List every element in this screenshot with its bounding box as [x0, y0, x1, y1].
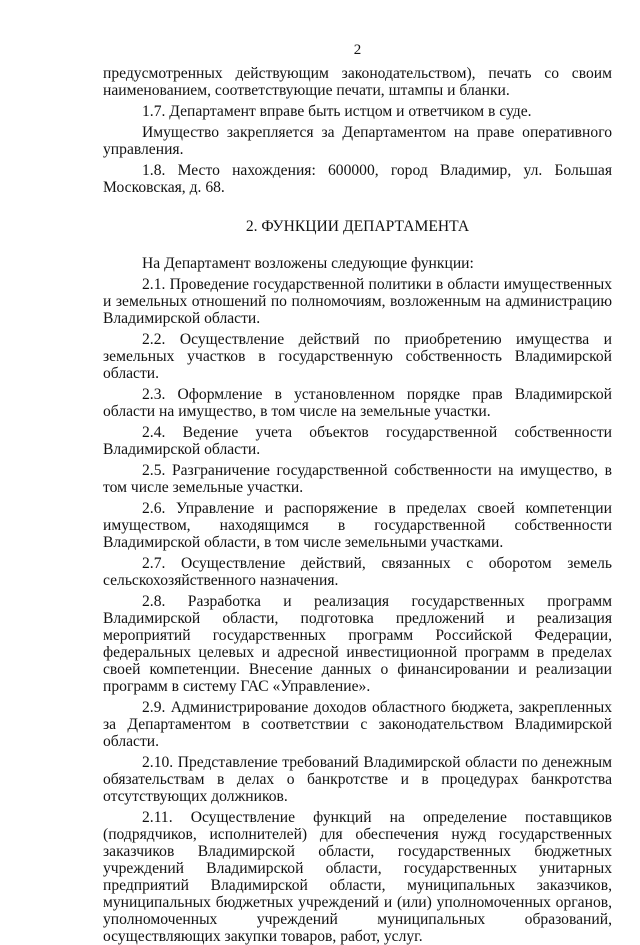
function-item: 2.7. Осуществление действий, связанных с оборотом земель сельскохозяйственного назначения. [103, 555, 612, 589]
function-item: 2.6. Управление и распоряжение в пределах своей компетенции имуществом, находящимся в государственной собственности Владимирской области, в том числе земельными участками. [103, 500, 612, 551]
page-number: 2 [353, 42, 362, 58]
paragraph-1-7: 1.7. Департамент вправе быть истцом и ответчиком в суде. [142, 103, 532, 120]
functions-lead: На Департамент возложены следующие функции: [142, 255, 474, 272]
function-item: 2.8. Разработка и реализация государственных программ Владимирской области, подготовка предложений и реализация мероприятий государственных программ Российской Федерации, федеральных целевых и адресной инвестиционной программ в пределах своей компетенции. Внесение данных о финансировании и реализации программ в систему ГАС «Управление». [103, 593, 612, 695]
functions-list [103, 255, 612, 945]
intro-block [103, 65, 612, 196]
paragraph-continuation: предусмотренных действующим законодательством), печать со своим наименованием, соответствующие печати, штампы и бланки. [103, 65, 612, 99]
paragraph-1-8: 1.8. Место нахождения: 600000, город Владимир, ул. Большая Московская, д. 68. [103, 162, 612, 196]
function-item: 2.5. Разграничение государственной собственности на имущество, в том числе земельные участки. [103, 462, 612, 496]
function-item: 2.1. Проведение государственной политики в области имущественных и земельных отношений по полномочиям, возложенным на администрацию Владимирской области. [103, 276, 612, 327]
function-item: 2.4. Ведение учета объектов государственной собственности Владимирской области. [103, 424, 612, 458]
function-item: 2.11. Осуществление функций на определение поставщиков (подрядчиков, исполнителей) для обеспечения нужд государственных заказчиков Владимирской области, государственных бюджетных учреждений Владимирской области, государственных унитарных предприятий Владимирской области, муниципальных заказчиков, муниципальных бюджетных учреждений и (или) уполномоченных органов, уполномоченных учреждений муниципальных образований, осуществляющих закупки товаров, работ, услуг. [103, 809, 612, 945]
paragraph-property: Имущество закрепляется за Департаментом на праве оперативного управления. [103, 124, 612, 158]
function-item: 2.10. Представление требований Владимирской области по денежным обязательствам в делах о банкротстве и в процедурах банкротства отсутствующих должников. [103, 754, 612, 805]
section-title: 2. ФУНКЦИИ ДЕПАРТАМЕНТА [245, 218, 470, 235]
function-item: 2.9. Администрирование доходов областного бюджета, закрепленных за Департаментом в соответствии с законодательством Владимирской области. [103, 699, 612, 750]
function-item: 2.2. Осуществление действий по приобретению имущества и земельных участков в государственную собственность Владимирской области. [103, 331, 612, 382]
function-item: 2.3. Оформление в установленном порядке прав Владимирской области на имущество, в том числе на земельные участки. [103, 386, 612, 420]
